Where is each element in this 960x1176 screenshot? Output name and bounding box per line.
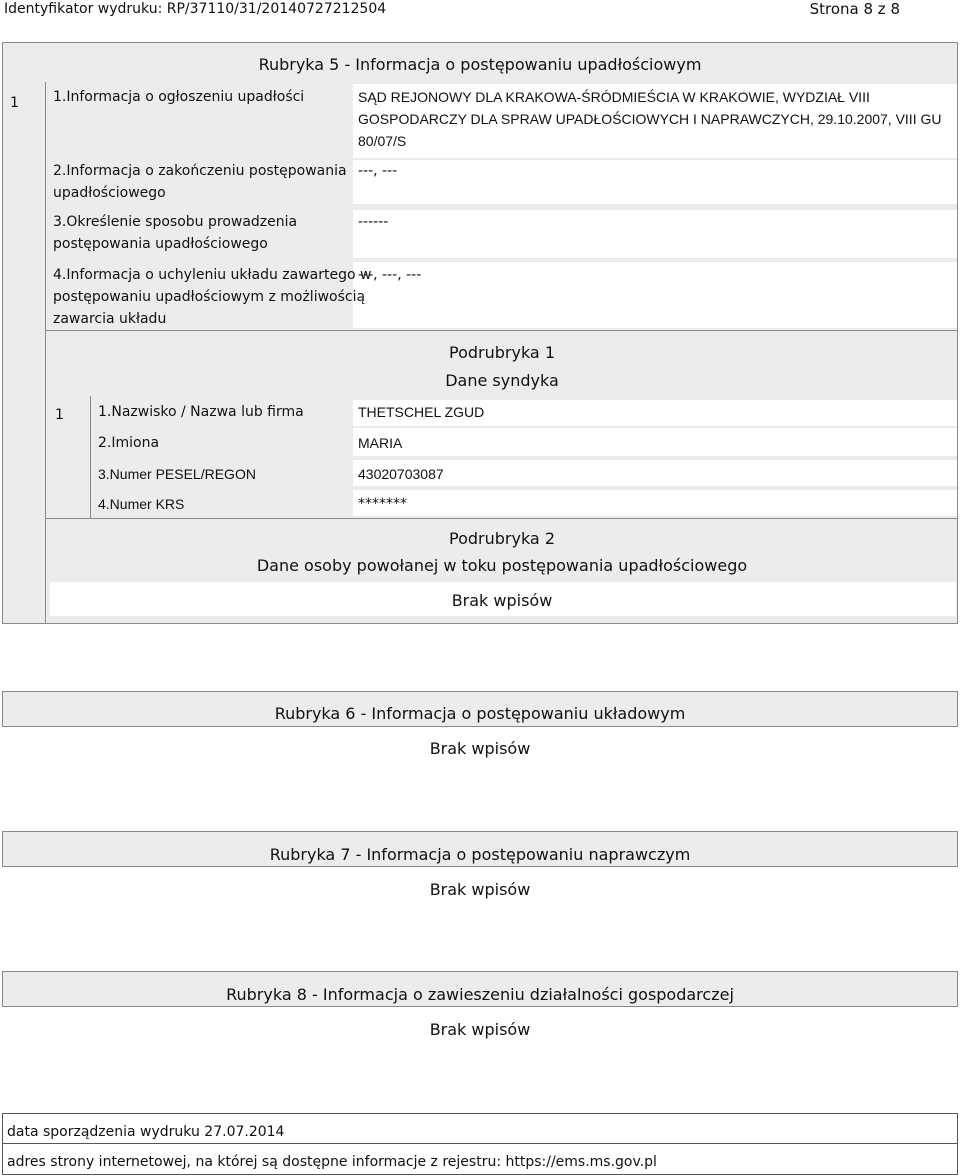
- field-4-value: ---, ---, ---: [358, 267, 422, 283]
- podrubryka-2-subtitle: Dane osoby powołanej w toku postępowania upadłościowego: [256, 556, 748, 575]
- podrubryka-2-empty: Brak wpisów: [451, 591, 553, 610]
- field-1-value-line3: 80/07/S: [358, 133, 407, 149]
- field-4-label-line1: 4.Informacja o uchyleniu układu zawartego w: [53, 267, 372, 283]
- field-3-label-line2: postępowania upadłościowego: [53, 236, 268, 252]
- field-1-value-line1: SĄD REJONOWY DLA KRAKOWA-ŚRÓDMIEŚCIA W KRAKOWIE, WYDZIAŁ VIII: [358, 89, 870, 105]
- syndyk-name-value: THETSCHEL ZGUD: [358, 404, 485, 420]
- syndyk-pesel-value: 43020703087: [358, 466, 444, 482]
- field-2-value-box: [353, 160, 957, 204]
- print-identifier: Identyfikator wydruku: RP/37110/31/20140727212504: [4, 1, 387, 17]
- rubryka-8-empty: Brak wpisów: [429, 1020, 531, 1039]
- syndyk-krs-value-box: [353, 490, 957, 516]
- rubryka-5-row-number: 1: [10, 95, 19, 111]
- field-1-value-line2: GOSPODARCZY DLA SPRAW UPADŁOŚCIOWYCH I NAPRAWCZYCH, 29.10.2007, VIII GU: [358, 111, 942, 127]
- field-4-label-line3: zawarcia układu: [53, 311, 167, 327]
- podrubryka-1-row-number: 1: [55, 407, 64, 423]
- podrubryka-1-subtitle: Dane syndyka: [445, 371, 559, 390]
- rubryka-6-empty: Brak wpisów: [429, 739, 531, 758]
- syndyk-first-names-value-box: [353, 428, 957, 456]
- syndyk-first-names-value: MARIA: [358, 435, 403, 451]
- field-2-label-line1: 2.Informacja o zakończeniu postępowania: [53, 163, 347, 179]
- rubryka-5-title: Rubryka 5 - Informacja o postępowaniu upadłościowym: [258, 55, 702, 74]
- syndyk-krs-value: *******: [358, 496, 407, 512]
- rubryka-7-title: Rubryka 7 - Informacja o postępowaniu naprawczym: [269, 845, 691, 864]
- syndyk-pesel-label: 3.Numer PESEL/REGON: [98, 466, 256, 482]
- field-3-value-box: [353, 210, 957, 258]
- rubryka-6-title: Rubryka 6 - Informacja o postępowaniu układowym: [274, 704, 686, 723]
- field-3-label-line1: 3.Określenie sposobu prowadzenia: [53, 214, 298, 230]
- podrubryka-2-title: Podrubryka 2: [449, 529, 555, 548]
- footer-date: data sporządzenia wydruku 27.07.2014: [7, 1124, 285, 1140]
- footer-url: adres strony internetowej, na której są dostępne informacje z rejestru: https://ems.ms.gov.pl: [7, 1154, 657, 1170]
- syndyk-krs-label: 4.Numer KRS: [98, 496, 185, 512]
- field-3-value: ------: [358, 214, 389, 230]
- podrubryka-1-title: Podrubryka 1: [449, 343, 555, 362]
- field-2-label-line2: upadłościowego: [53, 185, 166, 201]
- field-4-label-line2: postępowaniu upadłościowym z możliwością: [53, 289, 366, 305]
- syndyk-name-label: 1.Nazwisko / Nazwa lub firma: [98, 404, 304, 420]
- rubryka-8-title: Rubryka 8 - Informacja o zawieszeniu działalności gospodarczej: [226, 985, 734, 1004]
- field-1-label: 1.Informacja o ogłoszeniu upadłości: [53, 89, 305, 105]
- syndyk-first-names-label: 2.Imiona: [98, 435, 160, 451]
- field-4-value-box: [353, 262, 957, 328]
- rubryka-7-empty: Brak wpisów: [429, 880, 531, 899]
- page-number: Strona 8 z 8: [809, 0, 900, 18]
- field-2-value: ---, ---: [358, 163, 398, 179]
